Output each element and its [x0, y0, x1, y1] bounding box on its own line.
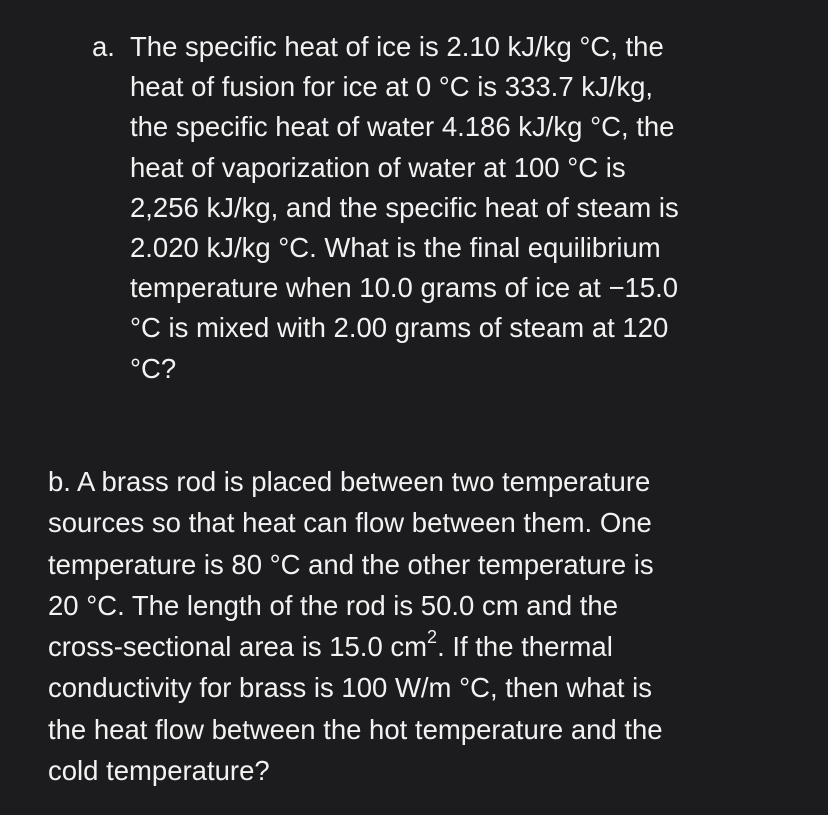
problem-a-line: the specific heat of water 4.186 kJ/kg °C, the	[130, 111, 675, 143]
area-text: cross-sectional area is 15.0 cm	[48, 631, 428, 663]
area-text-continued: . If the thermal	[437, 631, 613, 663]
problem-b-line	[48, 627, 818, 668]
problem-b-line: cold temperature?	[48, 755, 270, 787]
problem-b-line: the heat flow between the hot temperature and the	[48, 713, 663, 745]
problem-a-line: °C?	[130, 352, 177, 384]
problem-a-line: °C is mixed with 2.00 grams of steam at 120	[130, 312, 669, 344]
superscript-exponent: 2	[427, 627, 438, 648]
problem-a	[92, 27, 792, 389]
problem-b-line: b. A brass rod is placed between two temperature	[48, 466, 651, 497]
problem-b-line: temperature is 80 °C and the other temperature is	[48, 548, 654, 580]
problem-a-line: heat of fusion for ice at 0 °C is 333.7 kJ/kg,	[130, 71, 654, 103]
problem-a-text	[92, 27, 792, 389]
problem-a-marker: a.	[92, 31, 115, 62]
problem-b-line: conductivity for brass is 100 W/m °C, then what is	[48, 672, 652, 704]
problem-b-line: sources so that heat can flow between them. One	[48, 507, 652, 539]
problem-a-line: temperature when 10.0 grams of ice at −15.0	[130, 272, 679, 304]
problem-b-line: 20 °C. The length of the rod is 50.0 cm and the	[48, 589, 619, 621]
problem-b	[48, 462, 818, 792]
problem-a-line: The specific heat of ice is 2.10 kJ/kg °C, the	[130, 31, 664, 62]
problem-a-line: heat of vaporization of water at 100 °C is	[130, 151, 626, 183]
problem-a-line: 2,256 kJ/kg, and the specific heat of steam is	[130, 191, 679, 223]
problem-a-line: 2.020 kJ/kg °C. What is the final equilibrium	[130, 232, 661, 264]
